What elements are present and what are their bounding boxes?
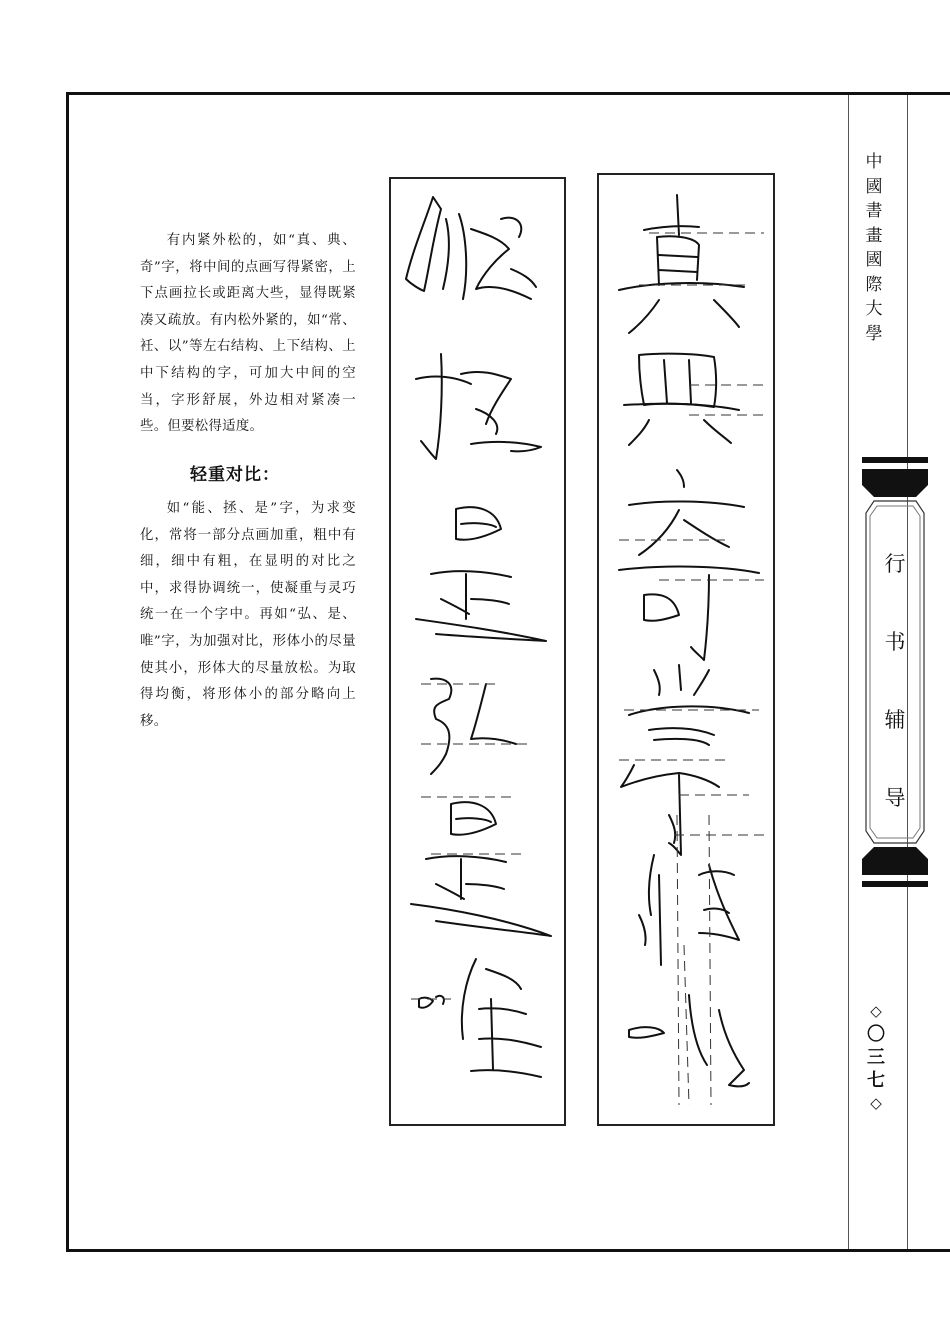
badge-char: 导 [884, 786, 906, 810]
paragraph-text: 有内紧外松的，如“真、典、奇”字，将中间的点画写得紧密，上下点画拉长或距离大些，显得既紧凑又疏放。有内松外紧的，如“常、衽、以”等左右结构、上下结构、上中下结构的字，可加大中间的空当，字形舒展，外边相对紧凑一些。但要松得适度。 [140, 233, 356, 435]
calligraphy-panel-right [597, 173, 775, 1126]
sidebar-title [862, 150, 886, 346]
badge-char: 辅 [884, 708, 906, 732]
calligraphy-panel-left [389, 177, 566, 1126]
sidebar-title-char: 國 [865, 250, 883, 270]
sidebar-title-char: 書 [865, 201, 883, 221]
article-paragraph-2 [140, 496, 356, 735]
calligraphy-strokes-right [599, 175, 773, 1124]
sidebar-title-char: 際 [865, 274, 883, 295]
badge-char: 书 [884, 630, 906, 654]
section-heading-contrast: 轻重对比： [190, 465, 280, 485]
badge-char: 行 [884, 552, 906, 576]
diamond-ornament-icon: ◇ [870, 1094, 882, 1112]
diamond-ornament-icon: ◇ [870, 1002, 882, 1020]
paragraph-text: 如“能、拯、是”字，为求变化，常将一部分点画加重，粗中有细，细中有粗，在显明的对比之中，求得协调统一，使凝重与灵巧统一在一个字中。再如“弘、是、唯”字，为加强对比，形体小的尽量使其小，形体大的尽量放松。为取得均衡，将形体小的部分略向上移。 [140, 501, 356, 729]
sidebar-title-char: 學 [865, 323, 883, 344]
sidebar-title-char: 中 [865, 152, 883, 172]
article-paragraph-1 [140, 228, 356, 441]
sidebar-title-char: 大 [865, 299, 883, 319]
chapter-badge-label [872, 544, 918, 856]
page-number-char: 三 [867, 1047, 885, 1068]
sidebar-title-char: 國 [865, 176, 883, 197]
page-number [862, 1000, 890, 1115]
sidebar-divider-line [848, 95, 849, 1249]
page-number-char: 七 [867, 1070, 885, 1091]
sidebar-title-char: 畫 [865, 225, 883, 246]
page-number-char: 〇 [867, 1024, 885, 1045]
calligraphy-strokes-left [391, 179, 564, 1124]
